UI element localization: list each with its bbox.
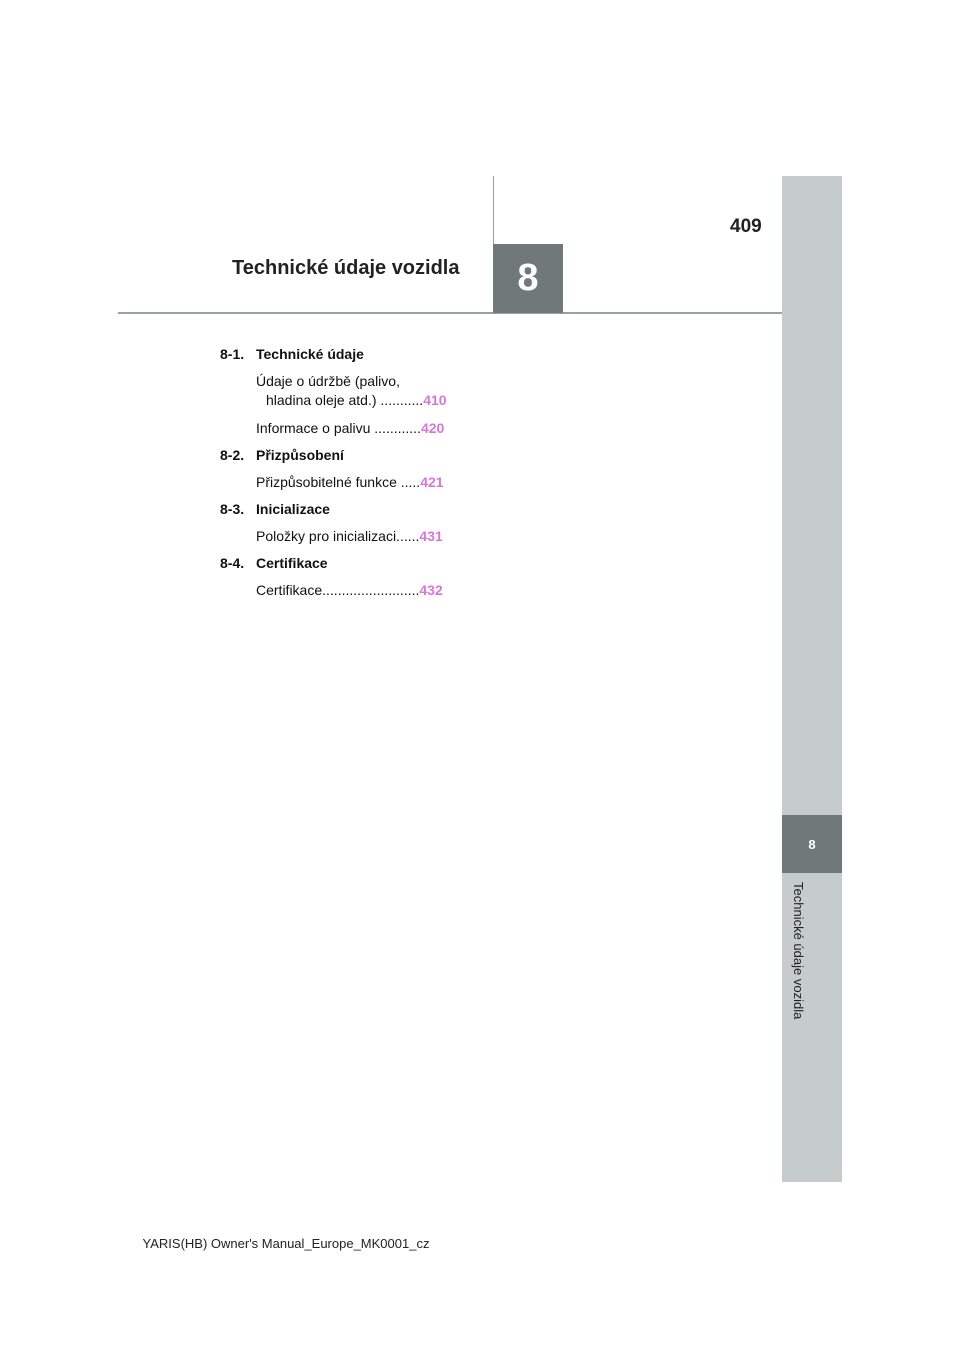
entry-page-link[interactable]: 410 xyxy=(423,392,447,408)
entry-page-link[interactable]: 432 xyxy=(419,582,443,598)
section-title: Přizpůsobení xyxy=(256,447,344,463)
table-of-contents xyxy=(220,346,480,609)
page-footer: YARIS(HB) Owner's Manual_Europe_MK0001_cz xyxy=(142,1236,430,1251)
toc-section-heading xyxy=(220,555,480,572)
section-title: Inicializace xyxy=(256,501,330,517)
entry-page-link[interactable]: 420 xyxy=(420,420,445,436)
header-divider-vertical xyxy=(493,176,494,246)
page-number: 409 xyxy=(730,216,762,237)
section-title: Certifikace xyxy=(256,555,328,571)
side-chapter-label: Technické údaje vozidla xyxy=(791,882,806,1020)
entry-page-link[interactable]: 421 xyxy=(420,474,444,490)
section-number: 8-1. xyxy=(220,346,245,362)
entry-text: Certifikace......................... xyxy=(256,582,420,598)
toc-entry[interactable] xyxy=(220,527,480,546)
section-number: 8-4. xyxy=(220,555,245,571)
entry-text: Položky pro inicializaci...... xyxy=(256,528,420,544)
toc-section-heading xyxy=(220,501,480,518)
chapter-title: Technické údaje vozidla xyxy=(232,257,460,279)
entry-text-continued: hladina oleje atd.) ........... xyxy=(266,392,424,408)
entry-page-link[interactable]: 431 xyxy=(419,528,443,544)
header-divider-horizontal xyxy=(118,312,782,314)
entry-text: Přizpůsobitelné funkce ..... xyxy=(256,474,421,490)
section-number: 8-2. xyxy=(220,447,245,463)
section-title: Technické údaje xyxy=(256,346,364,362)
chapter-number-box: 8 xyxy=(493,244,563,313)
entry-text: Údaje o údržbě (palivo, xyxy=(256,373,400,389)
toc-section-heading xyxy=(220,447,480,464)
section-number: 8-3. xyxy=(220,501,245,517)
toc-entry[interactable] xyxy=(220,473,480,492)
toc-entry[interactable] xyxy=(220,419,480,438)
toc-section-heading xyxy=(220,346,480,363)
side-chapter-tab[interactable]: 8 xyxy=(782,815,842,873)
entry-text: Informace o palivu ............ xyxy=(256,420,421,436)
toc-entry[interactable] xyxy=(220,581,480,600)
toc-entry[interactable] xyxy=(220,372,480,410)
